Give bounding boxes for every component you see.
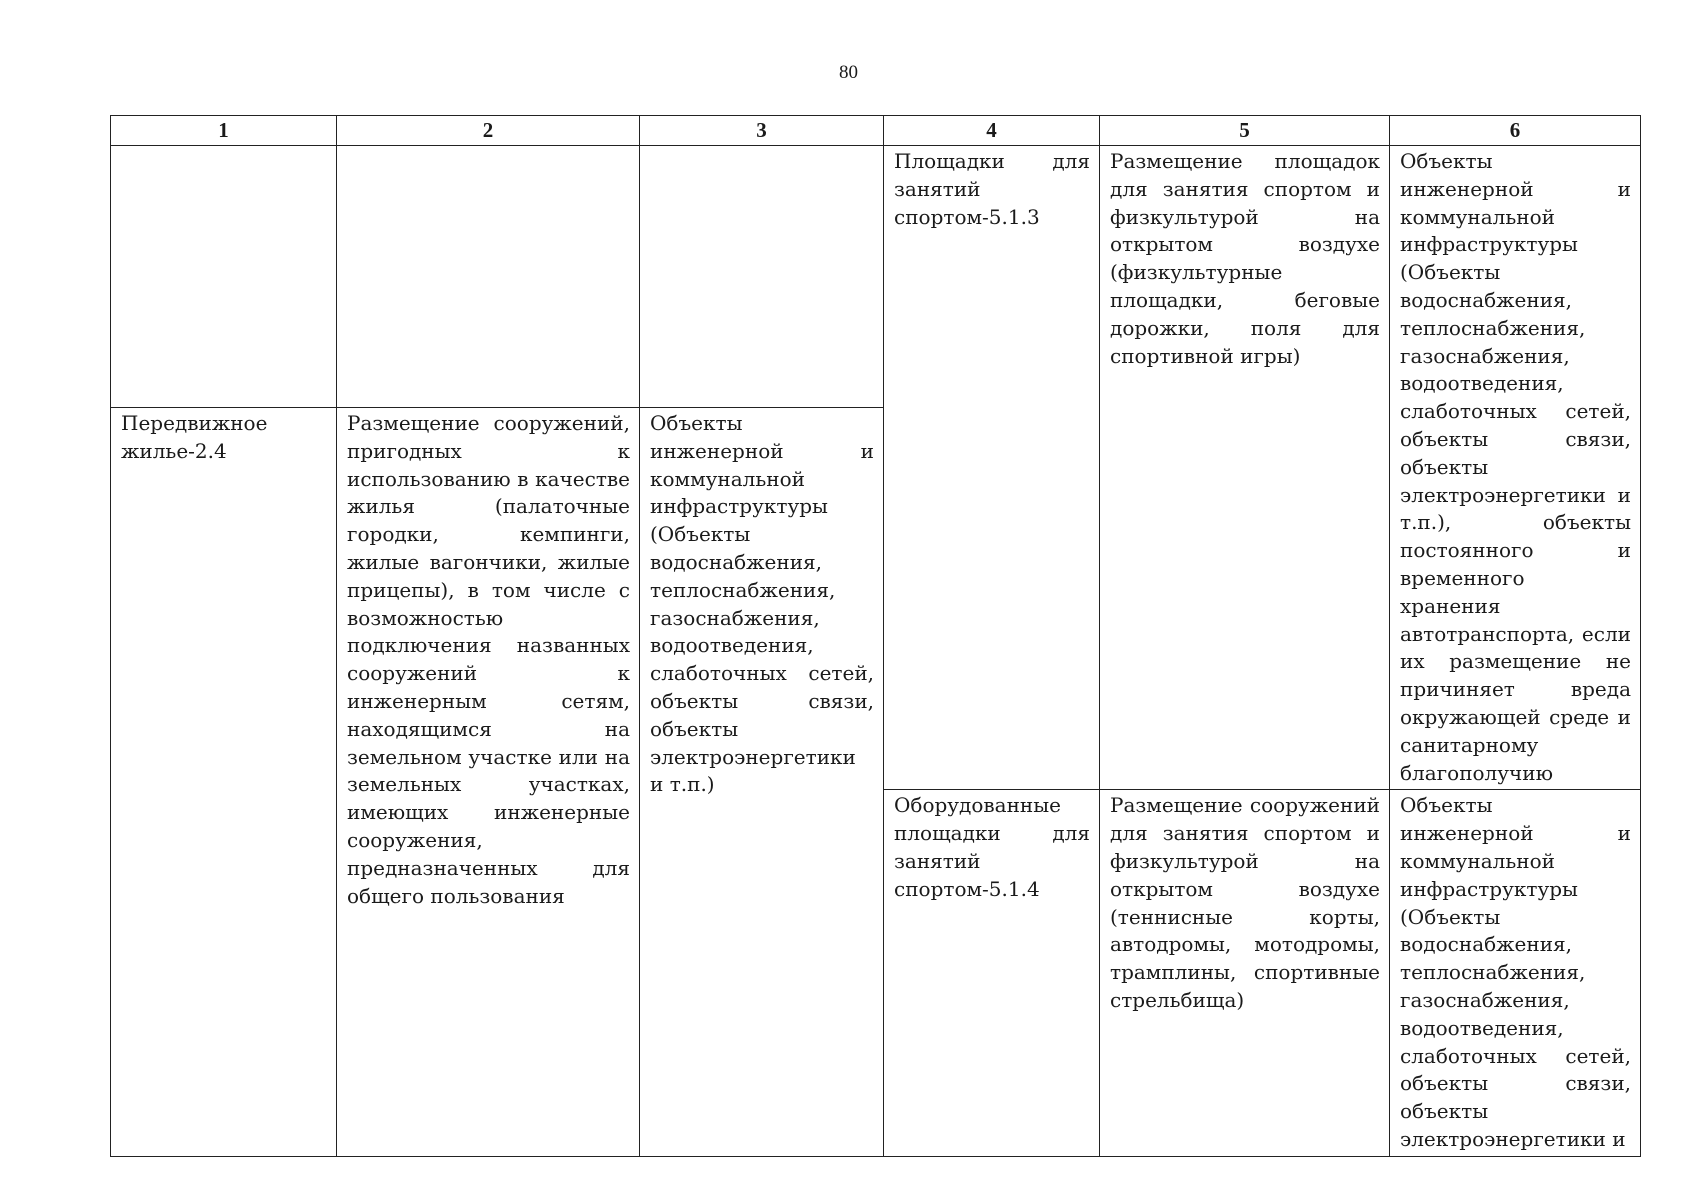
mobile-housing-name: Передвижное жилье-2.4: [121, 411, 268, 463]
sport-513-auxiliary: Объекты инженерной и коммунальной инфраструктуры (Объекты водоснабжения, теплоснабжения, газоснабжения, водоотведения, слаботочных сетей, объекты связи, объекты электроэнергетики и т.п.), объекты постоянного и временного хранения автотранспорта, если их размещение не причиняет вреда окружающей среде и санитарному благополучию: [1400, 149, 1631, 785]
empty-cell-col1: [111, 146, 337, 408]
mobile-housing-description-cell: [337, 408, 640, 1157]
column-header-4: 4: [884, 116, 1100, 146]
sport-513-name-cell: [884, 146, 1100, 790]
sport-514-description: Размещение сооружений для занятия спортом и физкультурой на открытом воздухе (теннисные корты, автодромы, мотодромы, трамплины, спортивные стрельбища): [1110, 793, 1380, 1012]
column-header-6: 6: [1390, 116, 1641, 146]
empty-cell-col2: [337, 146, 640, 408]
table-row: [111, 146, 1641, 408]
sport-514-auxiliary-cell: [1390, 790, 1641, 1156]
mobile-housing-name-cell: [111, 408, 337, 1157]
sport-514-description-cell: [1100, 790, 1390, 1156]
sport-514-name-cell: [884, 790, 1100, 1156]
table-header-row: [111, 116, 1641, 146]
page-number: 80: [839, 62, 858, 83]
column-header-5: 5: [1100, 116, 1390, 146]
sport-513-auxiliary-cell: [1390, 146, 1641, 790]
sport-514-auxiliary: Объекты инженерной и коммунальной инфраструктуры (Объекты водоснабжения, теплоснабжения, газоснабжения, водоотведения, слаботочных сетей, объекты связи, объекты электроэнергетики и: [1400, 793, 1631, 1151]
sport-513-description: Размещение площадок для занятия спортом и физкультурой на открытом воздухе (физкультурные площадки, беговые дорожки, поля для спортивной игры): [1110, 149, 1380, 368]
column-header-1: 1: [111, 116, 337, 146]
column-header-2: 2: [337, 116, 640, 146]
column-header-3: 3: [640, 116, 884, 146]
mobile-housing-description: Размещение сооружений, пригодных к использованию в качестве жилья (палаточные городки, кемпинги, жилые вагончики, жилые прицепы), в том числе с возможностью подключения названных сооружений к инженерным сетям, находящимся на земельном участке или на земельных участках, имеющих инженерные сооружения, предназначенных для общего пользования: [347, 411, 630, 908]
permitted-use-table: [110, 115, 1641, 1157]
mobile-housing-auxiliary-cell: [640, 408, 884, 1157]
mobile-housing-auxiliary: Объекты инженерной и коммунальной инфраструктуры (Объекты водоснабжения, теплоснабжения, газоснабжения, водоотведения, слаботочных сетей, объекты связи, объекты электроэнергетики и т.п.): [650, 411, 874, 797]
empty-cell-col3: [640, 146, 884, 408]
sport-513-name: Площадки для занятий спортом-5.1.3: [894, 149, 1090, 229]
sport-514-name: Оборудованные площадки для занятий спортом-5.1.4: [894, 793, 1090, 901]
sport-513-description-cell: [1100, 146, 1390, 790]
